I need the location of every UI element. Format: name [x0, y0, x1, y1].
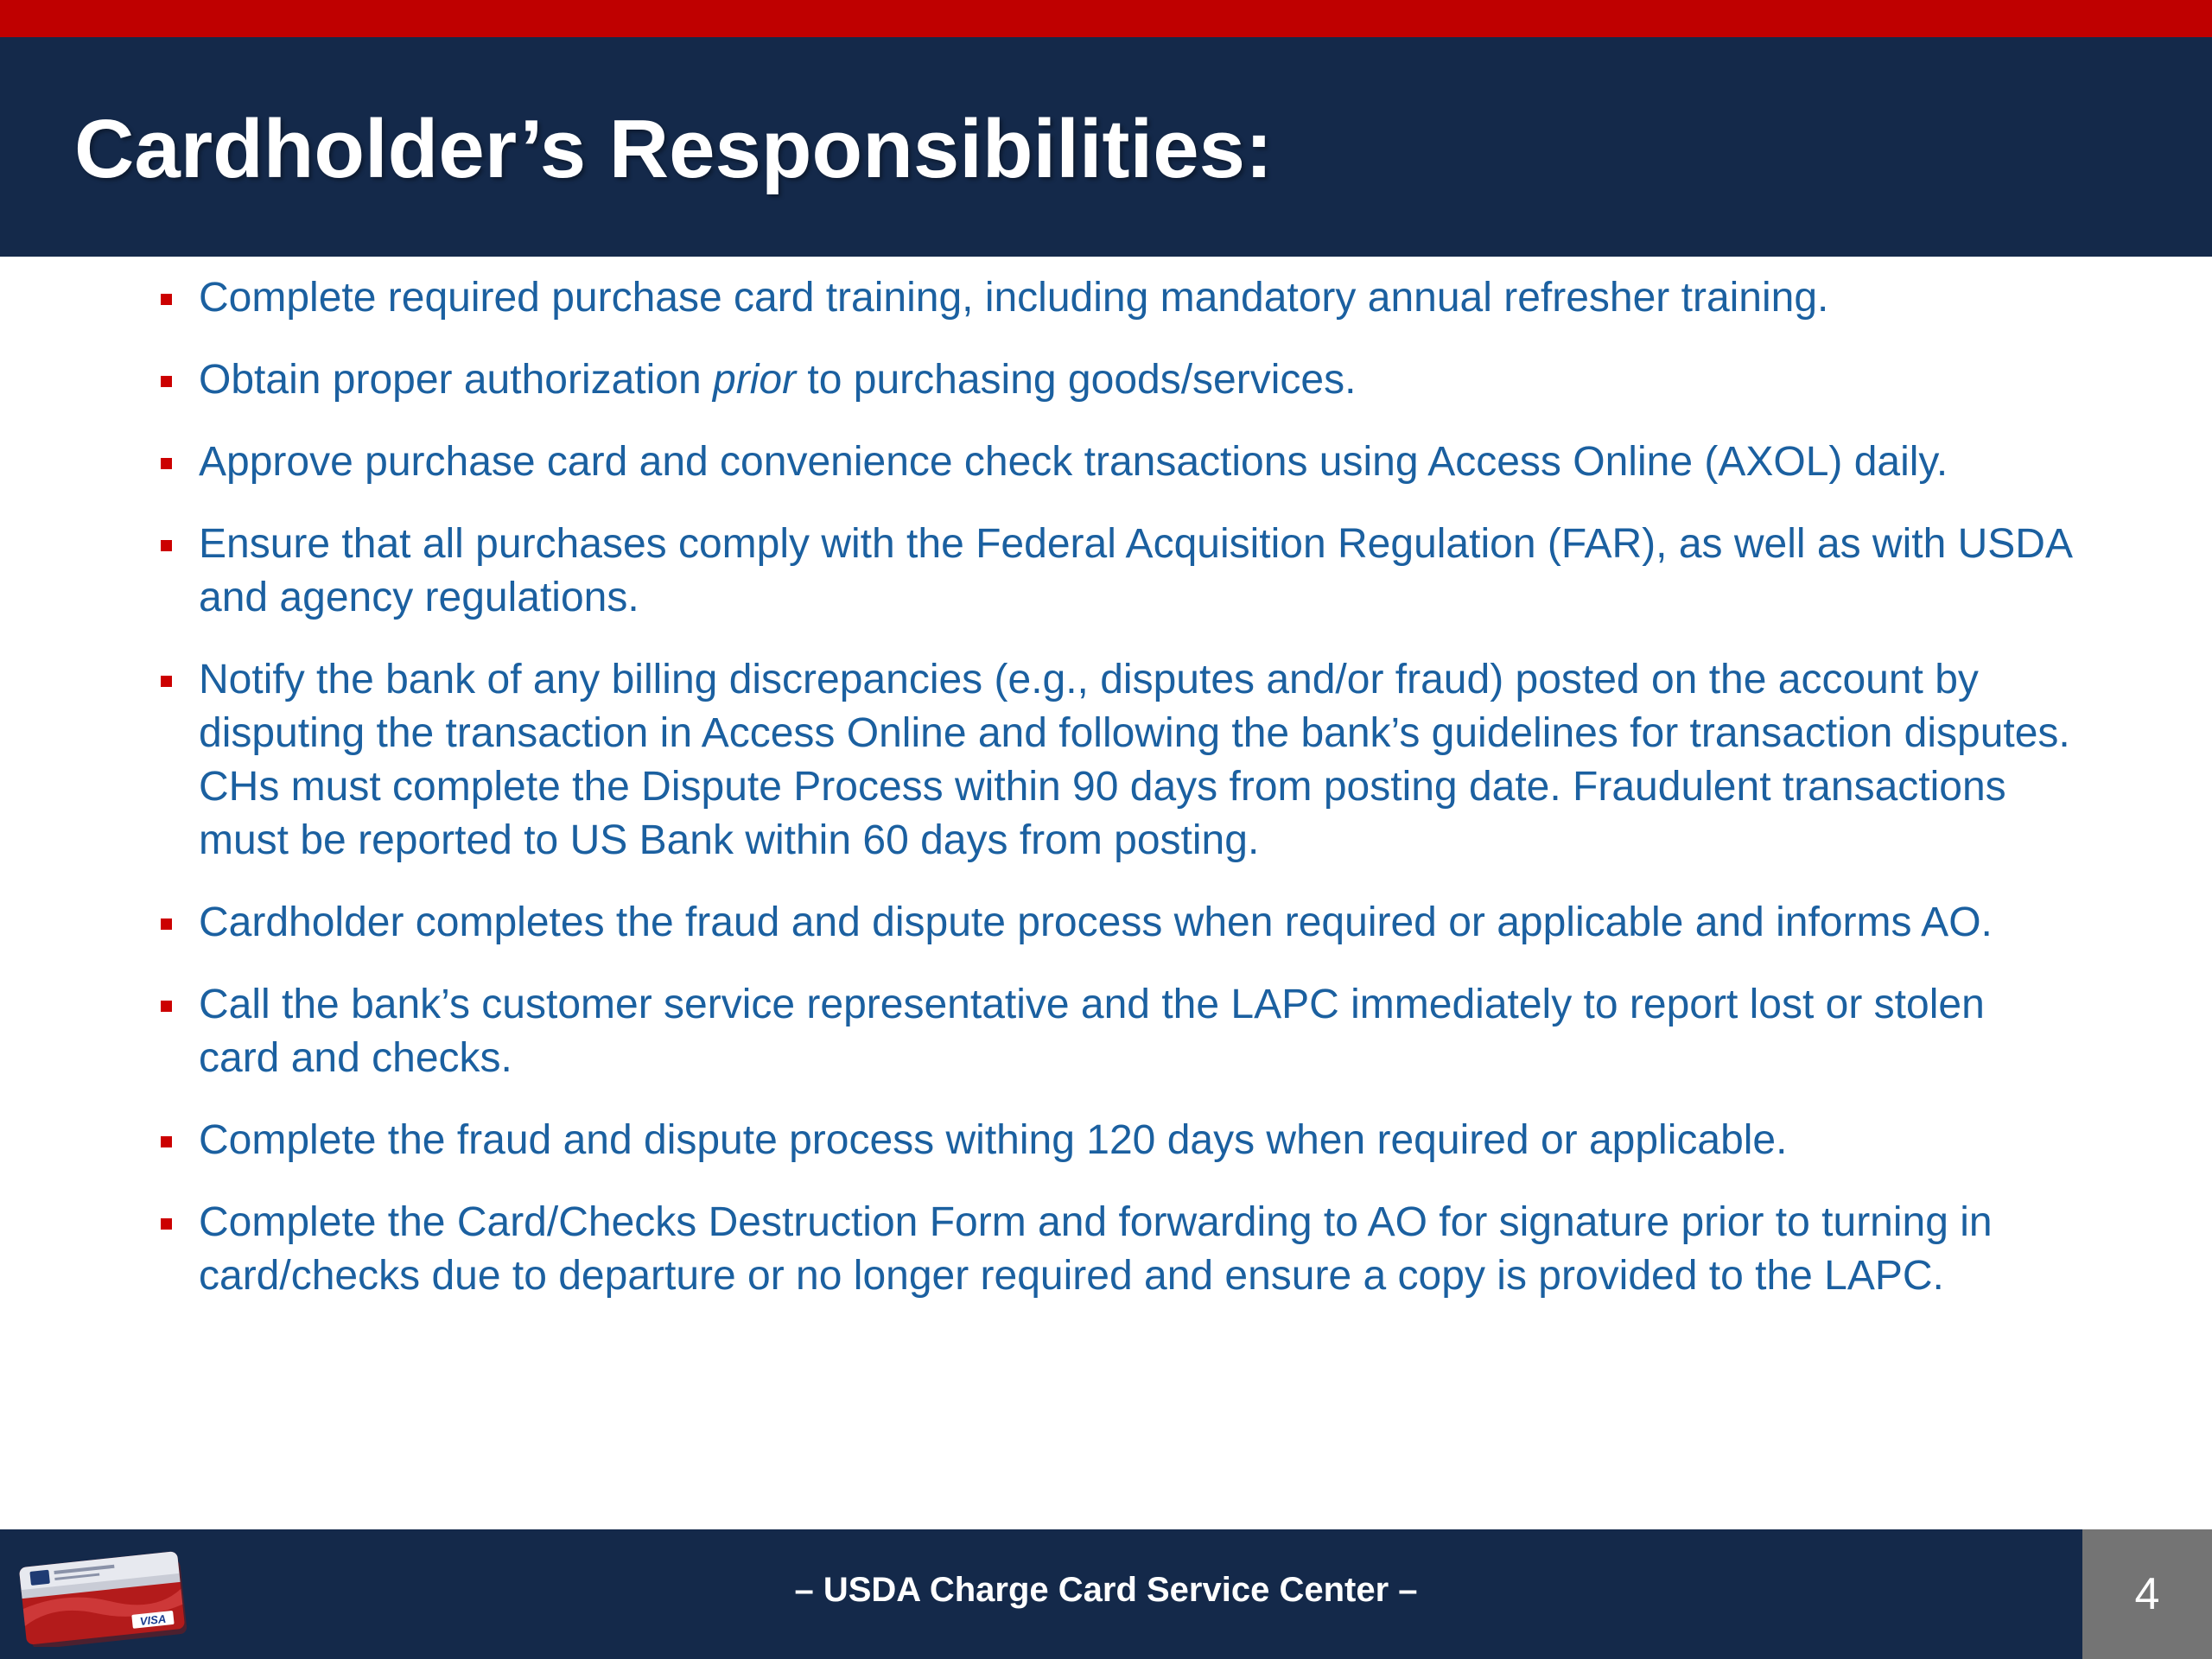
bullet-item [157, 435, 2075, 489]
page-number: 4 [2082, 1529, 2212, 1659]
bullet-text: Notify the bank of any billing discrepancies (e.g., disputes and/or fraud) posted on the account by disputing the transaction in Access Online and following the bank’s guidelines for transaction disputes. CHs must complete the Dispute Process within 90 days from posting date. Fraudulent transactions must be reported to US Bank within 60 days from posting. [199, 657, 2070, 863]
square-bullet-icon [161, 1001, 172, 1012]
bullet-text: Approve purchase card and convenience check transactions using Access Online (AXOL) daily. [199, 439, 1948, 485]
bullet-item [157, 1196, 2075, 1303]
bullet-item [157, 1114, 2075, 1167]
square-bullet-icon [161, 918, 172, 930]
visa-card-icon [16, 1548, 195, 1647]
square-bullet-icon [161, 294, 172, 305]
bullet-item [157, 271, 2075, 325]
square-bullet-icon [161, 1218, 172, 1230]
bullet-text: Cardholder completes the fraud and dispute process when required or applicable and informs AO. [199, 899, 1993, 945]
bullet-text: Complete the Card/Checks Destruction Form and forwarding to AO for signature prior to turning in card/checks due to departure or no longer required and ensure a copy is provided to the LAPC. [199, 1199, 1993, 1299]
bullet-list [157, 271, 2075, 1332]
square-bullet-icon [161, 540, 172, 551]
visa-logo-text: VISA [139, 1611, 167, 1628]
top-red-stripe [0, 0, 2212, 37]
bullet-text: Complete the fraud and dispute process withing 120 days when required or applicable. [199, 1117, 1788, 1163]
bullet-item [157, 653, 2075, 868]
bullet-text-emphasis: prior [713, 357, 797, 403]
square-bullet-icon [161, 458, 172, 469]
bullet-item [157, 896, 2075, 950]
square-bullet-icon [161, 376, 172, 387]
bullet-text: Call the bank’s customer service representative and the LAPC immediately to report lost or stolen card and checks. [199, 982, 1985, 1081]
footer-text: – USDA Charge Card Service Center – [794, 1571, 1418, 1609]
bullet-item [157, 353, 2075, 407]
bullet-text-before: Obtain proper authorization [199, 357, 714, 403]
bullet-text: Complete required purchase card training, including mandatory annual refresher training. [199, 275, 1829, 321]
bullet-item [157, 978, 2075, 1085]
slide-title: Cardholder’s Responsibilities: [74, 103, 1273, 195]
bullet-text-after: to purchasing goods/services. [796, 357, 1357, 403]
bullet-text: Ensure that all purchases comply with the Federal Acquisition Regulation (FAR), as well as with USDA and agency regulations. [199, 521, 2071, 620]
square-bullet-icon [161, 1136, 172, 1147]
bullet-item [157, 518, 2075, 625]
square-bullet-icon [161, 676, 172, 687]
